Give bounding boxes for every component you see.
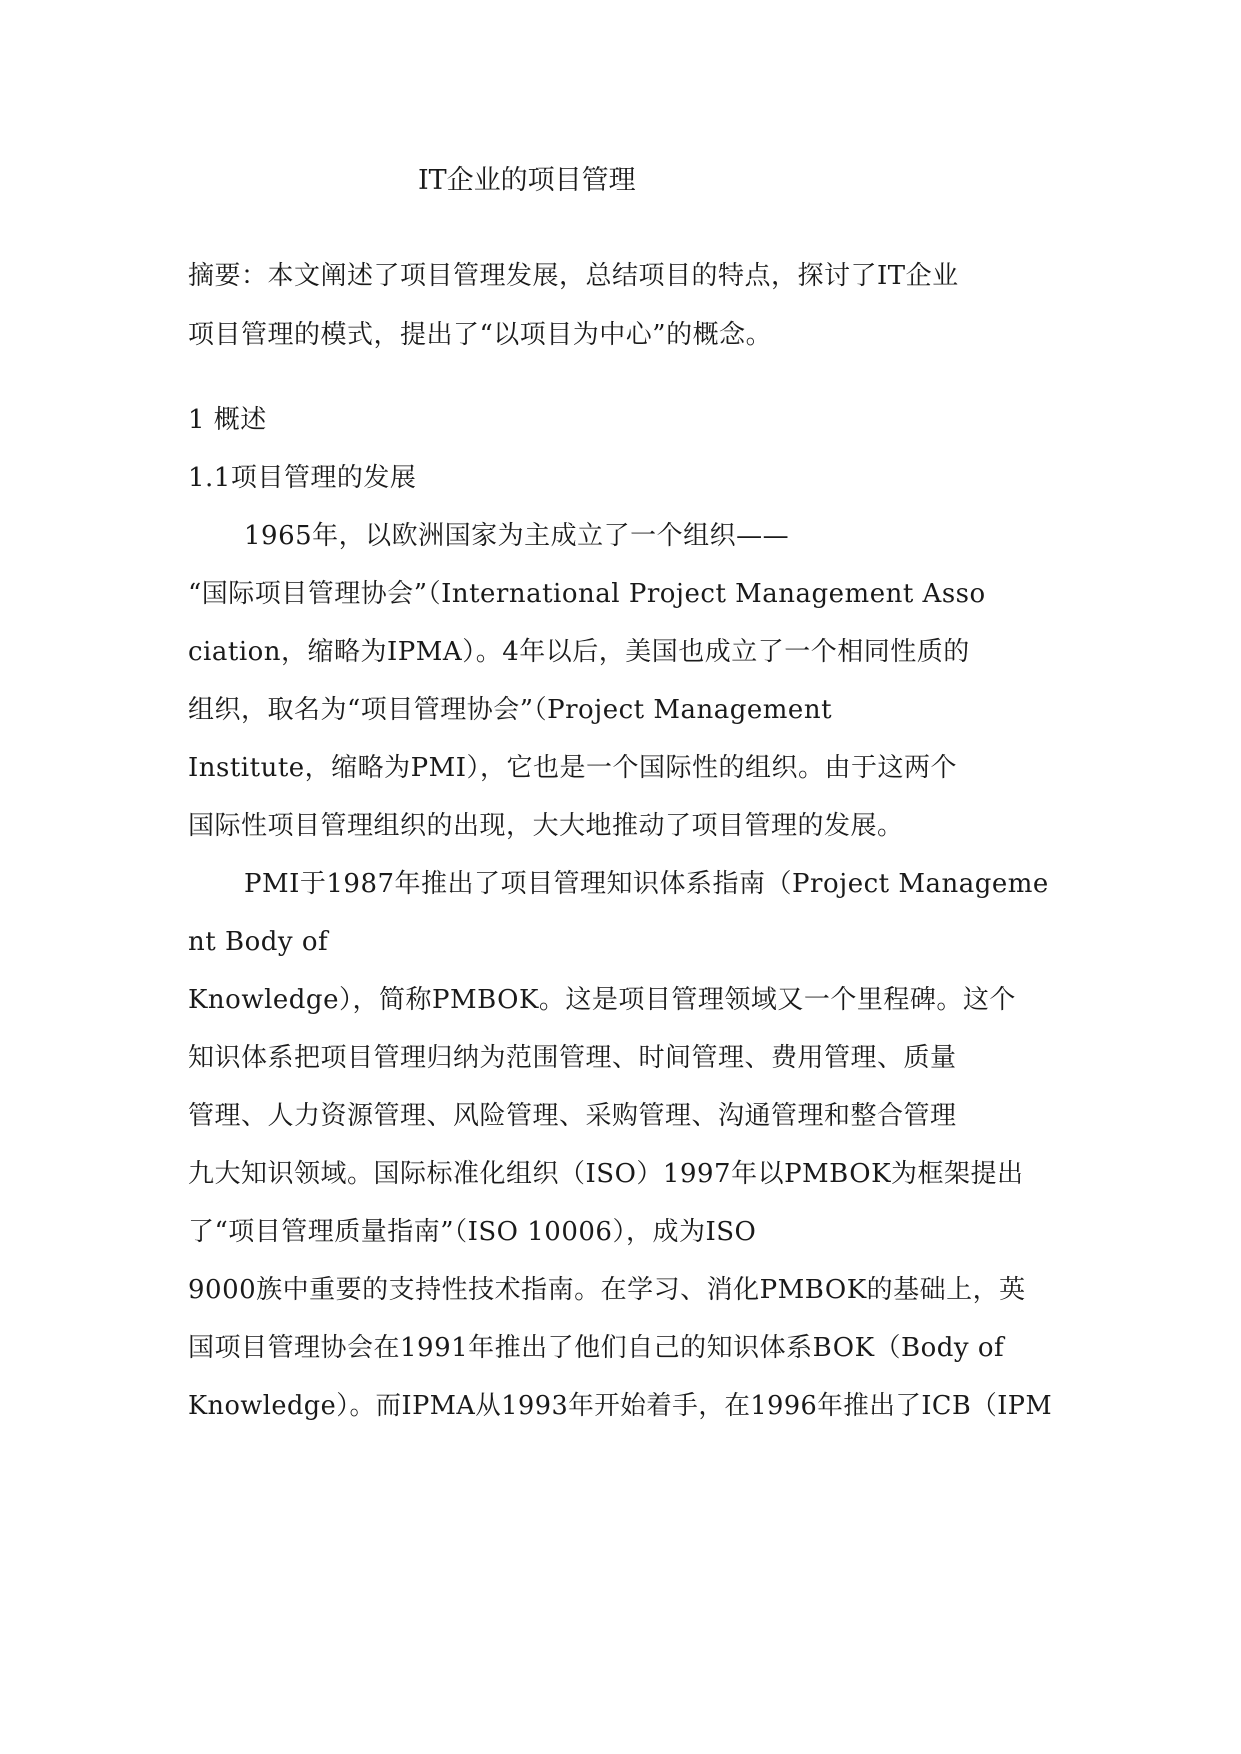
section-heading: 1 概述 — [188, 405, 267, 435]
paragraph-line: 国项目管理协会在1991年推出了他们自己的知识体系BOK（Body of — [188, 1333, 1005, 1363]
paragraph-line: 国际性项目管理组织的出现，大大地推动了项目管理的发展。 — [188, 811, 904, 841]
paragraph-line: PMI于1987年推出了项目管理知识体系指南（Project Manageme — [244, 869, 1049, 899]
document-title: IT企业的项目管理 — [418, 165, 636, 196]
abstract-line-1: 摘要：本文阐述了项目管理发展，总结项目的特点，探讨了IT企业 — [188, 261, 959, 291]
paragraph-line: ciation，缩略为IPMA）。4年以后，美国也成立了一个相同性质的 — [188, 637, 970, 667]
paragraph-line: 1965年，以欧洲国家为主成立了一个组织—— — [244, 521, 790, 551]
paragraph-line: 9000族中重要的支持性技术指南。在学习、消化PMBOK的基础上，英 — [188, 1275, 1026, 1305]
paragraph-line: 知识体系把项目管理归纳为范围管理、时间管理、费用管理、质量 — [188, 1043, 957, 1073]
subsection-heading: 1.1项目管理的发展 — [188, 463, 417, 493]
paragraph-line: Knowledge），简称PMBOK。这是项目管理领域又一个里程碑。这个 — [188, 985, 1016, 1015]
paragraph-line: Institute，缩略为PMI），它也是一个国际性的组织。由于这两个 — [188, 753, 958, 783]
paragraph-line: Knowledge）。而IPMA从1993年开始着手，在1996年推出了ICB（IPM — [188, 1391, 1053, 1421]
abstract-line-2: 项目管理的模式，提出了“以项目为中心”的概念。 — [188, 320, 773, 350]
paragraph-line: 九大知识领域。国际标准化组织（ISO）1997年以PMBOK为框架提出 — [188, 1159, 1024, 1189]
paragraph-line: 组织，取名为“项目管理协会”（Project Management — [188, 695, 833, 725]
paragraph-line: 管理、人力资源管理、风险管理、采购管理、沟通管理和整合管理 — [188, 1101, 957, 1131]
paragraph-line: “国际项目管理协会”（International Project Management Asso — [188, 579, 986, 609]
paragraph-line: 了“项目管理质量指南”（ISO 10006），成为ISO — [188, 1217, 757, 1247]
paragraph-line: nt Body of — [188, 927, 329, 957]
